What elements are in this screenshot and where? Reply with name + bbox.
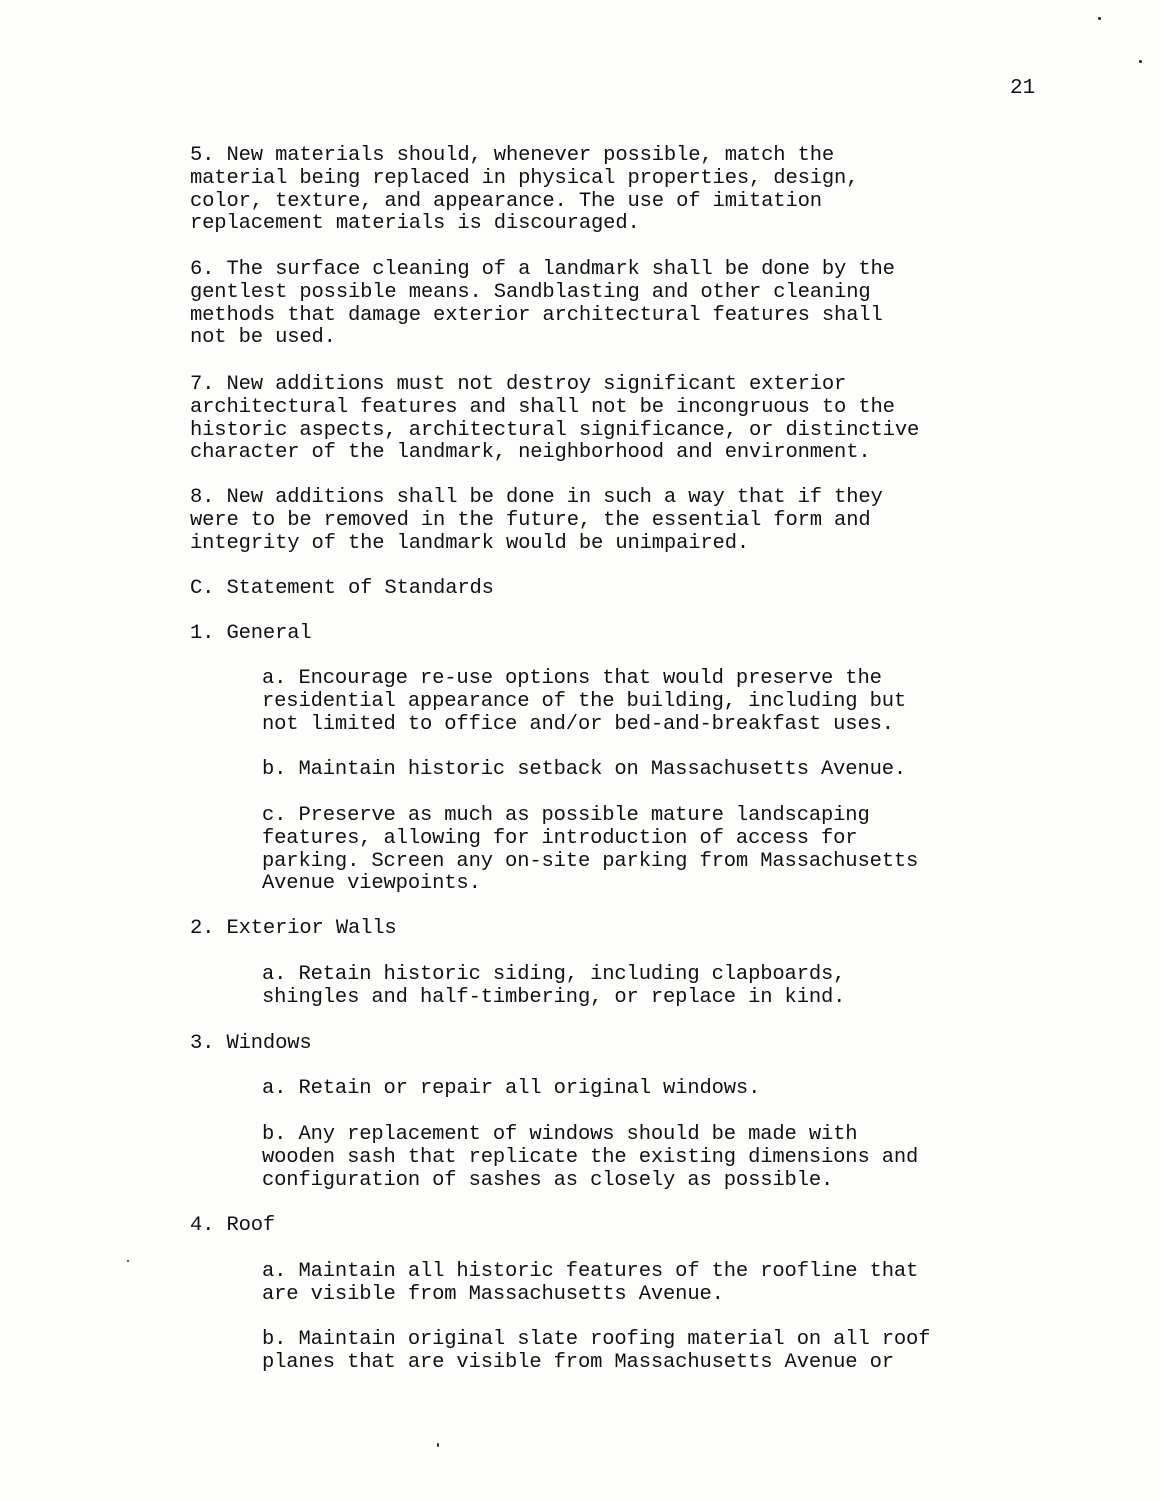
windows-item-b: b. Any replacement of windows should be made with wooden sash that replicate the existing dimensions and configuration of sashes as closely as possible. — [262, 1123, 919, 1192]
scan-speck — [1098, 17, 1101, 20]
scan-speck — [1139, 60, 1142, 63]
roof-item-b: b. Maintain original slate roofing material on all roof planes that are visible from Massachusetts Avenue or — [262, 1328, 931, 1374]
scan-speck — [437, 1443, 439, 1447]
scan-speck — [127, 1260, 129, 1262]
roof-item-a: a. Maintain all historic features of the roofline that are visible from Massachusetts Avenue. — [262, 1260, 919, 1306]
section-heading-c: C. Statement of Standards — [190, 577, 494, 600]
page-number: 21 — [1010, 77, 1036, 100]
windows-item-a: a. Retain or repair all original windows. — [262, 1077, 761, 1100]
exterior-walls-item-a: a. Retain historic siding, including clapboards, shingles and half-timbering, or replace in kind. — [262, 963, 846, 1009]
subsection-heading-general: 1. General — [190, 622, 312, 645]
subsection-heading-exterior-walls: 2. Exterior Walls — [190, 917, 397, 940]
subsection-heading-windows: 3. Windows — [190, 1032, 312, 1055]
general-item-c: c. Preserve as much as possible mature landscaping features, allowing for introduction of access for parking. Screen any on-site parking from Massachusetts Avenue viewpoints. — [262, 804, 919, 896]
guideline-8: 8. New additions shall be done in such a way that if they were to be removed in the future, the essential form and integrity of the landmark would be unimpaired. — [190, 486, 883, 555]
guideline-5: 5. New materials should, whenever possible, match the material being replaced in physical properties, design, color, texture, and appearance. The use of imitation replacement materials is discouraged. — [190, 144, 859, 236]
subsection-heading-roof: 4. Roof — [190, 1214, 276, 1237]
guideline-7: 7. New additions must not destroy significant exterior architectural features and shall not be incongruous to the historic aspects, architectural significance, or distinctive character of the landmark, neighborhood and environment. — [190, 373, 920, 465]
general-item-a: a. Encourage re-use options that would preserve the residential appearance of the building, including but not limited to office and/or bed-and-breakfast uses. — [262, 667, 907, 736]
guideline-6: 6. The surface cleaning of a landmark shall be done by the gentlest possible means. Sandblasting and other cleaning methods that damage exterior architectural features shall not be used. — [190, 258, 895, 350]
general-item-b: b. Maintain historic setback on Massachusetts Avenue. — [262, 758, 907, 781]
